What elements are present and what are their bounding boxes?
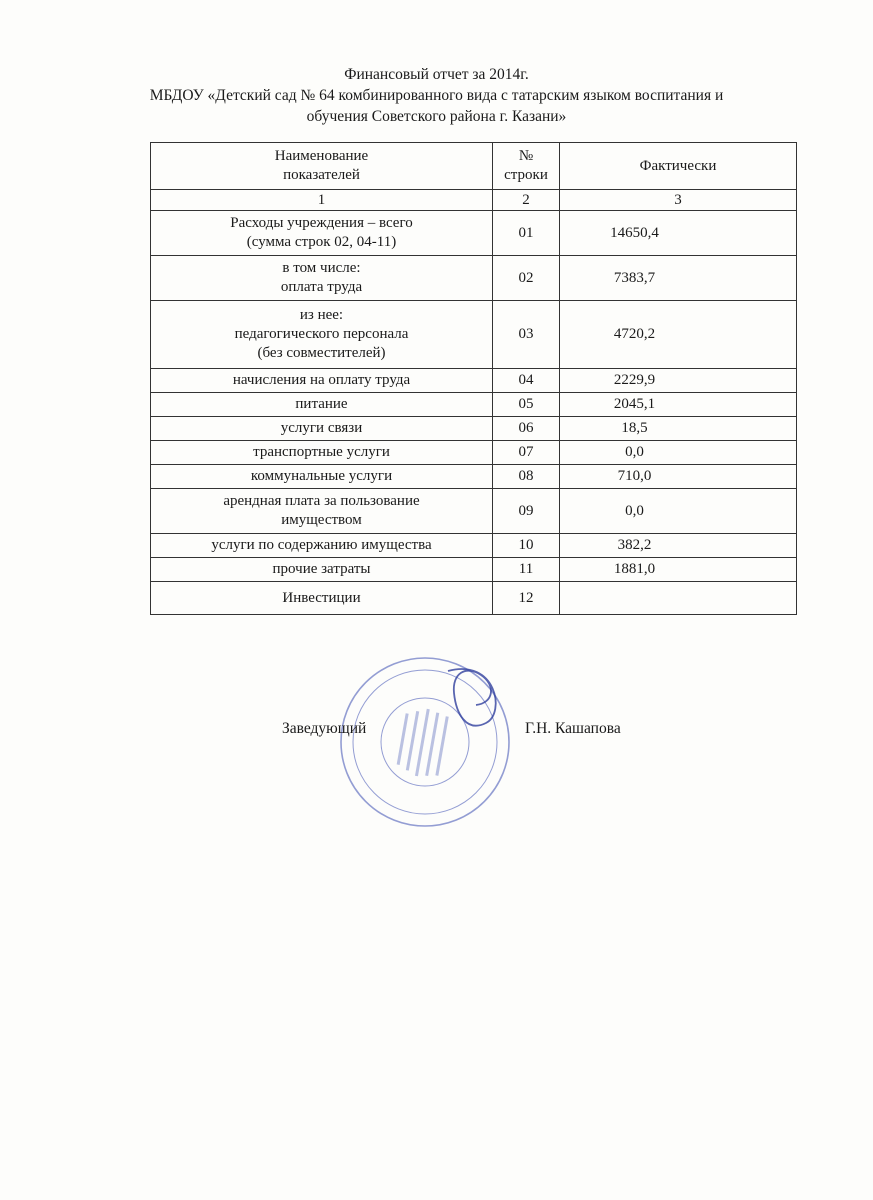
column-number: 3: [560, 190, 797, 211]
table-row: [151, 393, 797, 417]
row-number: 06: [493, 417, 560, 441]
row-number: 04: [493, 369, 560, 393]
title-line-1: Финансовый отчет за 2014г.: [344, 66, 529, 83]
indicator-name: из нее: педагогического персонала (без совместителей): [151, 301, 493, 369]
column-number: 2: [493, 190, 560, 211]
indicator-name: услуги связи: [151, 417, 493, 441]
indicator-name: в том числе: оплата труда: [151, 256, 493, 301]
actual-value: 710,0: [560, 465, 797, 489]
header-row-number: № строки: [493, 143, 560, 190]
table-row: [151, 417, 797, 441]
indicator-name: начисления на оплату труда: [151, 369, 493, 393]
actual-value: 2229,9: [560, 369, 797, 393]
table-row: [151, 489, 797, 534]
table-row: [151, 441, 797, 465]
header-indicator-name: Наименование показателей: [151, 143, 493, 190]
actual-value: 4720,2: [560, 301, 797, 369]
table-row: [151, 534, 797, 558]
row-number: 08: [493, 465, 560, 489]
actual-value: 0,0: [560, 489, 797, 534]
table-row: [151, 256, 797, 301]
actual-value: 7383,7: [560, 256, 797, 301]
signer-name: Г.Н. Кашапова: [525, 720, 621, 737]
row-number: 01: [493, 211, 560, 256]
row-number: 03: [493, 301, 560, 369]
indicator-name: коммунальные услуги: [151, 465, 493, 489]
table-row: [151, 465, 797, 489]
actual-value: 18,5: [560, 417, 797, 441]
indicator-name: Инвестиции: [151, 582, 493, 615]
indicator-name: транспортные услуги: [151, 441, 493, 465]
indicator-name: услуги по содержанию имущества: [151, 534, 493, 558]
actual-value: 1881,0: [560, 558, 797, 582]
row-number: 09: [493, 489, 560, 534]
actual-value: 2045,1: [560, 393, 797, 417]
indicator-name: арендная плата за пользование имуществом: [151, 489, 493, 534]
title-line-3: обучения Советского района г. Казани»: [306, 108, 567, 125]
header-actual: Фактически: [560, 143, 797, 190]
actual-value: 0,0: [560, 441, 797, 465]
row-number: 12: [493, 582, 560, 615]
actual-value: 382,2: [560, 534, 797, 558]
table-row: [151, 369, 797, 393]
table-row: [151, 301, 797, 369]
row-number: 02: [493, 256, 560, 301]
seal-stamp: [336, 653, 514, 831]
financial-table: [150, 142, 797, 615]
actual-value: [560, 582, 797, 615]
report-title: [0, 64, 873, 127]
signer-title: Заведующий: [282, 720, 367, 737]
indicator-name: Расходы учреждения – всего (сумма строк 02, 04-11): [151, 211, 493, 256]
indicator-name: питание: [151, 393, 493, 417]
row-number: 11: [493, 558, 560, 582]
title-line-2: МБДОУ «Детский сад № 64 комбинированного вида с татарским языком воспитания и: [149, 87, 724, 104]
table-header-row: [151, 143, 797, 190]
table-row: [151, 211, 797, 256]
row-number: 07: [493, 441, 560, 465]
indicator-name: прочие затраты: [151, 558, 493, 582]
table-row: [151, 558, 797, 582]
table-row: [151, 582, 797, 615]
actual-value: 14650,4: [560, 211, 797, 256]
row-number: 10: [493, 534, 560, 558]
row-number: 05: [493, 393, 560, 417]
column-numbers-row: [151, 190, 797, 211]
column-number: 1: [151, 190, 493, 211]
